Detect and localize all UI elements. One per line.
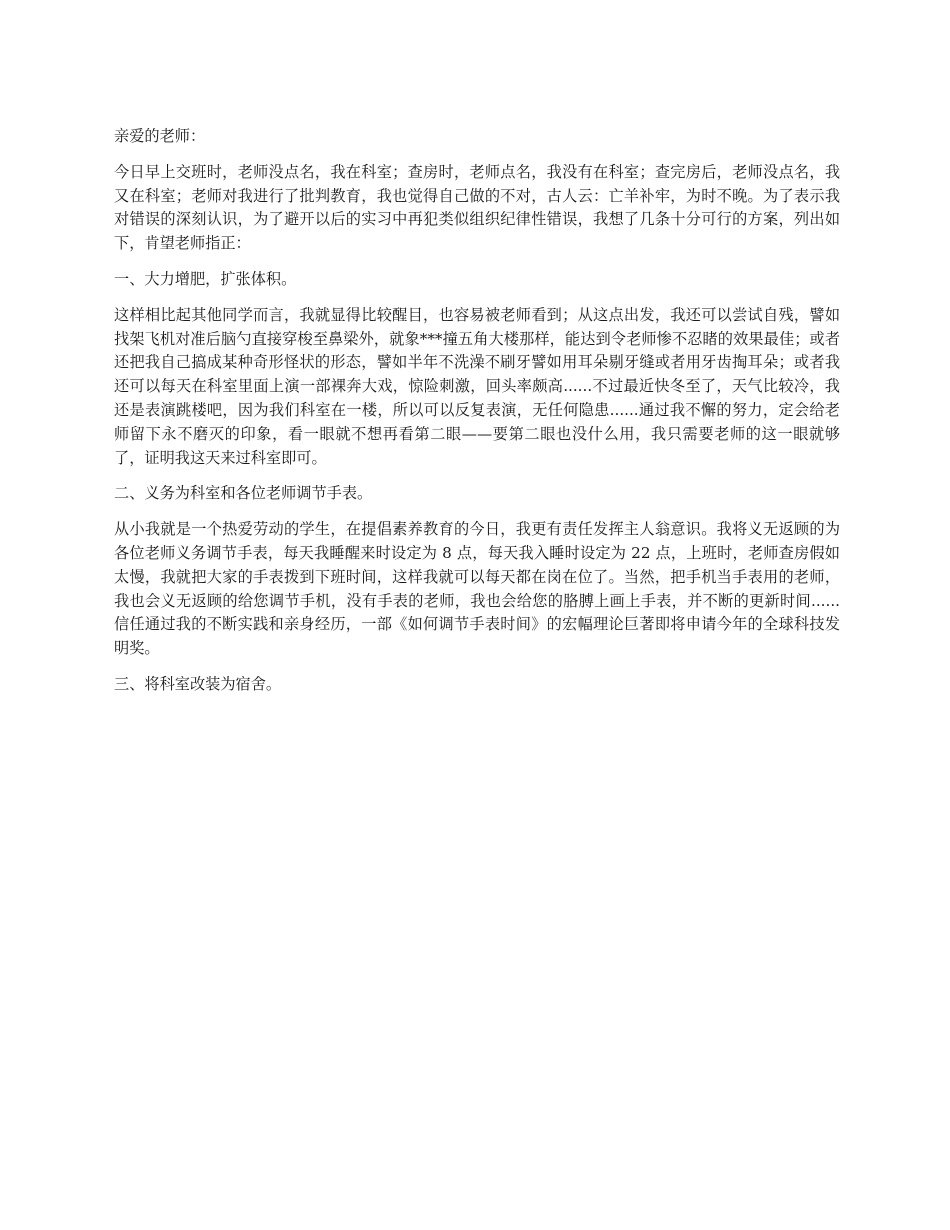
letter-document (114, 125, 840, 709)
section-heading-1: 一、大力增肥，扩张体积。 (114, 269, 297, 288)
section-heading-3: 三、将科室改装为宿舍。 (114, 674, 282, 693)
section-body-1: 这样相比起其他同学而言，我就显得比较醒目，也容易被老师看到；从这点出发，我还可以尝试自残，譬如找架飞机对准后脑勺直接穿梭至鼻梁外，就象***撞五角大楼那样，能达到令老师惨不忍睹的效果最佳；或者还把我自己搞成某种奇形怪状的形态，譬如半年不洗澡不刷牙譬如用耳朵剔牙缝或者用牙齿掏耳朵；或者我还可以每天在科室里面上演一部裸奔大戏，惊险刺激，回头率颇高......不过最近快冬至了，天气比较冷，我还是表演跳楼吧，因为我们科室在一楼，所以可以反复表演，无任何隐患......通过我不懈的努力，定会给老师留下永不磨灭的印象，看一眼就不想再看第二眼——要第二眼也没什么用，我只需要老师的这一眼就够了，证明我这天来过科室即可。 (114, 305, 840, 467)
salutation: 亲爱的老师： (114, 127, 206, 145)
section-heading-2: 二、义务为科室和各位老师调节手表。 (114, 484, 373, 503)
intro-paragraph: 今日早上交班时，老师没点名，我在科室；查房时，老师点名，我没有在科室；查完房后，老师没点名，我又在科室；老师对我进行了批判教育，我也觉得自己做的不对，古人云：亡羊补牢，为时不晚。为了表示我对错误的深刻认识，为了避开以后的实习中再犯类似组织纪律性错误，我想了几条十分可行的方案，列出如下，肯望老师指正： (114, 162, 840, 253)
section-body-2: 从小我就是一个热爱劳动的学生，在提倡素养教育的今日，我更有责任发挥主人翁意识。我将义无返顾的为各位老师义务调节手表，每天我睡醒来时设定为 8 点，每天我入睡时设定为 22 点，上班时，老师查房假如太慢，我就把大家的手表拨到下班时间，这样我就可以每天都在岗在位了。当然，把手机当手表用的老师，我也会义无返顾的给您调节手机，没有手表的老师，我也会给您的胳膊上画上手表，并不断的更新时间......信任通过我的不断实践和亲身经历，一部《如何调节手表时间》的宏幅理论巨著即将申请今年的全球科技发明奖。 (114, 520, 840, 658)
